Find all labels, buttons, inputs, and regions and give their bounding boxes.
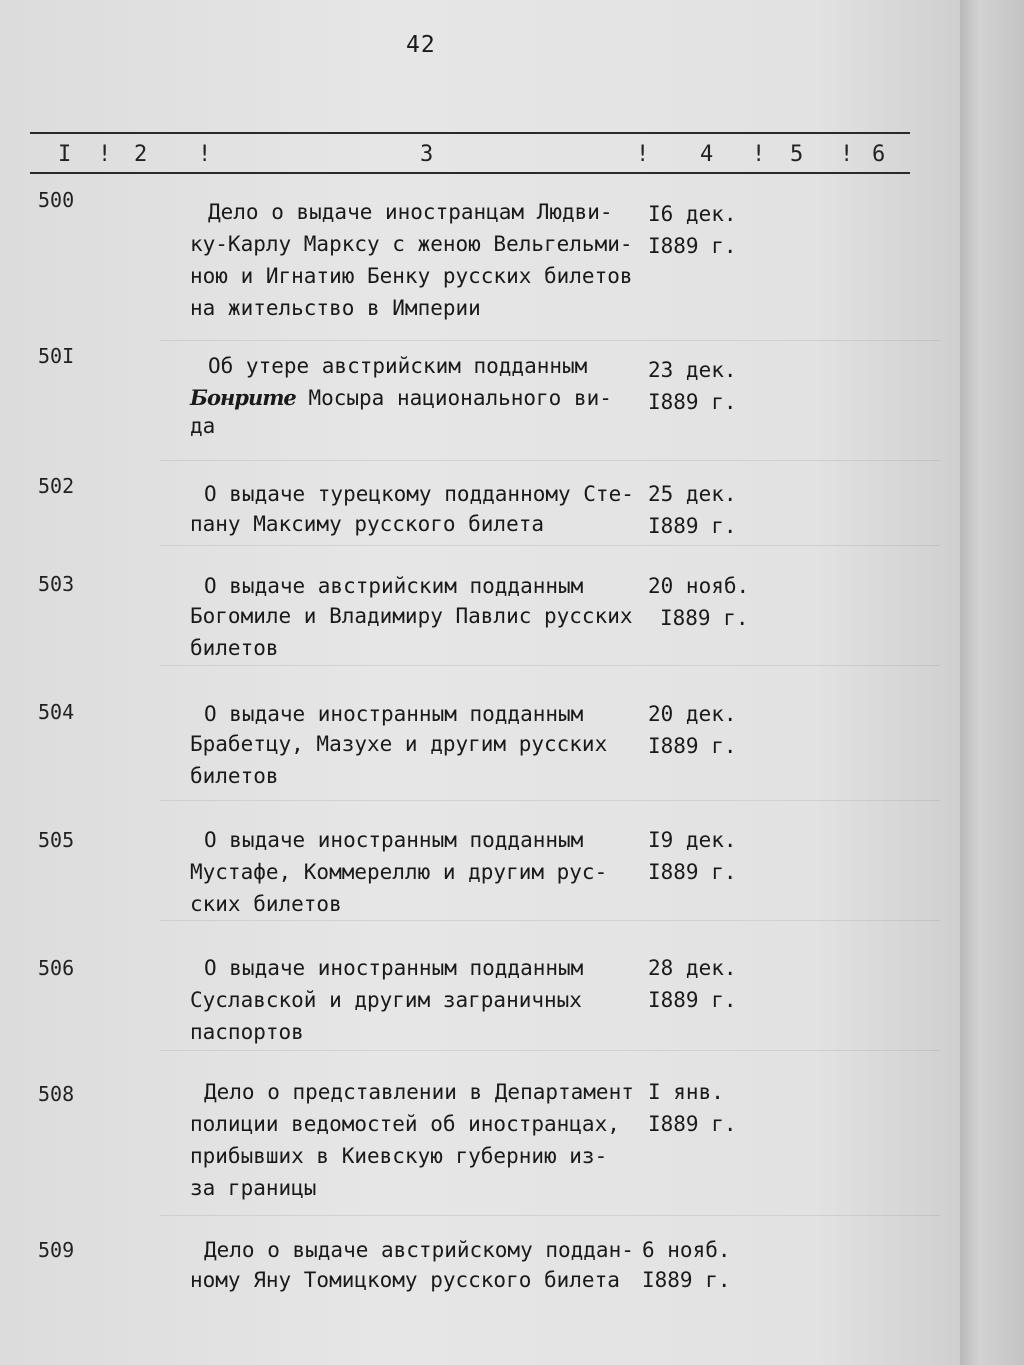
header-bottom-rule [30,172,910,174]
entry-year: I889 г. [648,514,737,538]
entry-date: 23 дек. [648,358,737,382]
column-header: 5 [790,142,804,167]
entry-number: 504 [38,700,75,724]
entry-number: 503 [38,572,75,596]
entry-date: I6 дек. [648,202,737,226]
entry-line: Богомиле и Владимиру Павлис русских [190,604,633,628]
entry-line: Мустафе, Коммереллю и другим рус- [190,860,608,884]
entry-number: 500 [38,188,75,212]
column-header: 2 [134,142,148,167]
ruled-line [160,545,940,546]
column-separator: ! [752,142,766,167]
ruled-line [160,340,940,341]
column-header: 6 [872,142,886,167]
handwritten-name: Бонрите [190,385,296,410]
entry-number: 506 [38,956,75,980]
entry-line: О выдаче иностранным подданным [204,702,584,726]
entry-year: I889 г. [648,860,737,884]
column-separator: ! [98,142,112,167]
entry-line: ною и Игнатию Бенку русских билетов [190,264,633,288]
entry-line: Дело о выдаче иностранцам Людви- [208,200,613,224]
page-number: 42 [406,32,436,58]
entry-line: Об утере австрийским подданным [208,354,588,378]
ruled-line [160,920,940,921]
entry-date: I янв. [648,1080,724,1104]
entry-year: I889 г. [660,606,749,630]
entry-date: I9 дек. [648,828,737,852]
entry-date: 25 дек. [648,482,737,506]
entry-year: I889 г. [648,234,737,258]
entry-number: 509 [38,1238,75,1262]
entry-line: за границы [190,1176,317,1200]
entry-line: Суславской и другим заграничных [190,988,582,1012]
entry-line: ку-Карлу Марксу с женою Вельгельми- [190,232,633,256]
entry-line: О выдаче турецкому подданному Сте- [204,482,634,506]
entry-year: I889 г. [642,1268,731,1292]
ruled-line [160,665,940,666]
entry-number: 502 [38,474,75,498]
column-separator: ! [636,142,650,167]
entry-line: билетов [190,636,279,660]
ruled-line [160,460,940,461]
entry-line: билетов [190,764,279,788]
entry-line: паспортов [190,1020,304,1044]
entry-date: 6 нояб. [642,1238,731,1262]
entry-line: О выдаче австрийским подданным [204,574,584,598]
entry-line: О выдаче иностранным подданным [204,828,584,852]
header-top-rule [30,132,910,134]
entry-line: на жительство в Империи [190,296,481,320]
entry-date: 20 дек. [648,702,737,726]
entry-line: полиции ведомостей об иностранцах, [190,1112,620,1136]
entry-line [190,382,612,414]
entry-number: 50I [38,344,75,368]
column-header: I [58,142,72,167]
entry-line: прибывших в Киевскую губернию из- [190,1144,608,1168]
entry-year: I889 г. [648,390,737,414]
entry-year: I889 г. [648,1112,737,1136]
entry-line: пану Максиму русского билета [190,512,545,536]
ruled-line [160,800,940,801]
column-separator: ! [198,142,212,167]
entry-line: ских билетов [190,892,342,916]
entry-line: О выдаче иностранным подданным [204,956,584,980]
entry-line: ному Яну Томицкому русского билета [190,1268,620,1292]
entry-number: 505 [38,828,75,852]
column-header: 3 [420,142,434,167]
column-header: 4 [700,142,714,167]
ruled-line [160,1050,940,1051]
entry-line-rest: Мосыра национального ви- [308,386,612,410]
entry-number: 508 [38,1082,75,1106]
ruled-line [160,1215,940,1216]
entry-year: I889 г. [648,988,737,1012]
entry-year: I889 г. [648,734,737,758]
entry-date: 20 нояб. [648,574,750,598]
page-edge [960,0,1024,1365]
entry-line: да [190,414,216,438]
entry-line: Брабетцу, Мазухе и другим русских [190,732,608,756]
entry-date: 28 дек. [648,956,737,980]
entry-line: Дело о выдаче австрийскому поддан- [204,1238,634,1262]
entry-line: Дело о представлении в Департамент [204,1080,634,1104]
column-separator: ! [840,142,854,167]
